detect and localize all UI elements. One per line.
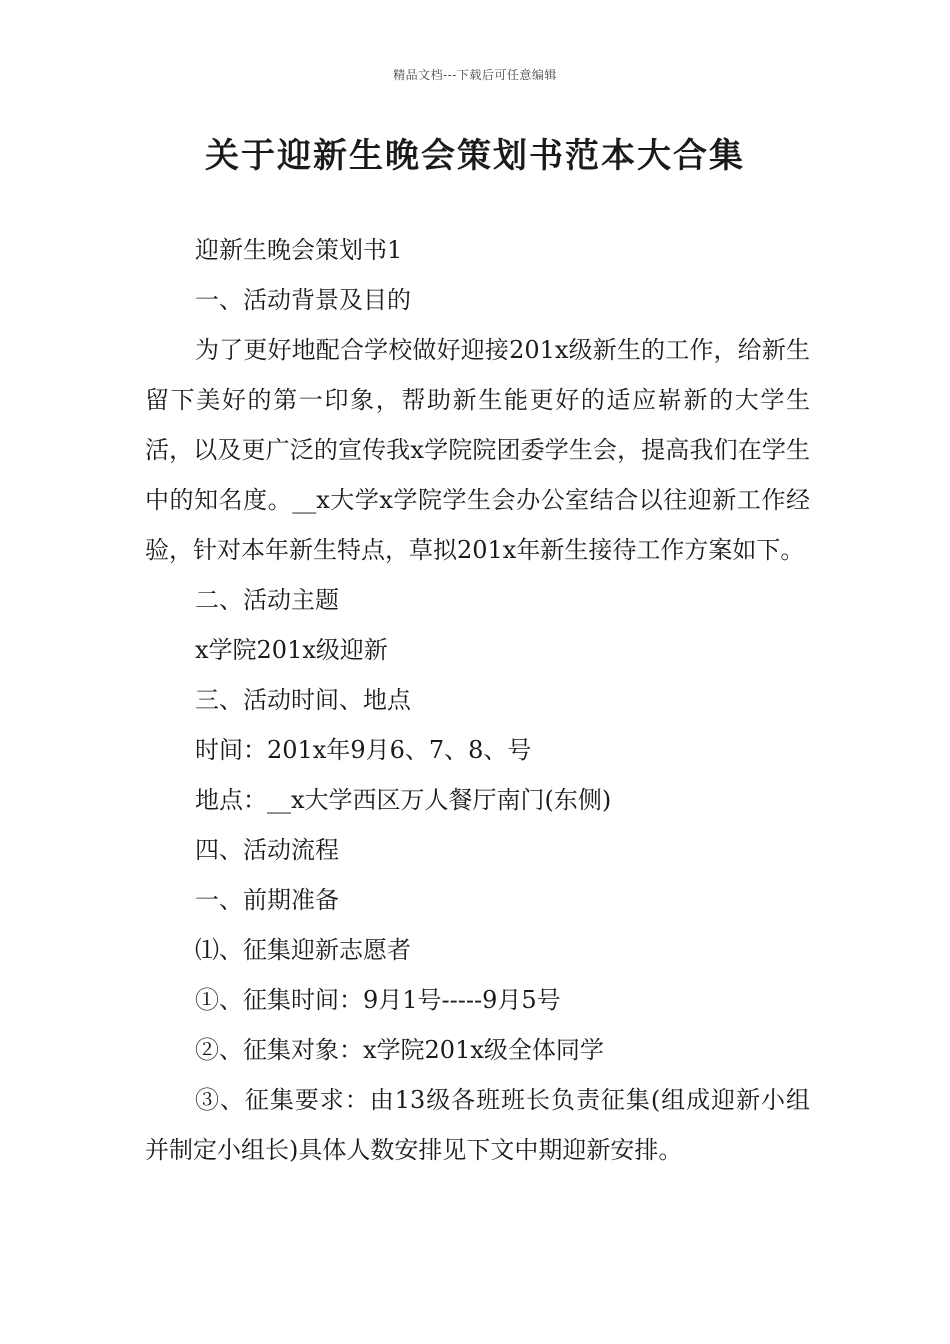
paragraph-heading-process: 四、活动流程 [195,836,339,864]
paragraph-theme-text: x学院201x级迎新 [195,636,388,664]
paragraph-time: 时间：201x年9月6、7、8、号 [195,736,532,764]
header-note: 精品文档---下载后可任意编辑 [393,68,557,82]
paragraph-place: 地点：__x大学西区万人餐厅南门(东侧) [195,786,612,814]
paragraph-recruit-requirements: ③、征集要求：由13级各班班长负责征集(组成迎新小组并制定小组长)具体人数安排见下文中期迎新安排。 [145,1086,810,1164]
paragraph-heading-background: 一、活动背景及目的 [195,286,411,314]
paragraph-heading-time-place: 三、活动时间、地点 [195,686,411,714]
document-title: 关于迎新生晚会策划书范本大合集 [205,136,745,176]
paragraph-recruit-target: ②、征集对象：x学院201x级全体同学 [195,1036,604,1064]
paragraph-section-heading: 迎新生晚会策划书1 [195,236,403,264]
document-body [145,225,810,1175]
paragraph-background-text: 为了更好地配合学校做好迎接201x级新生的工作，给新生留下美好的第一印象，帮助新生能更好的适应崭新的大学生活，以及更广泛的宣传我x学院院团委学生会，提高我们在学生中的知名度。__x大学x学院学生会办公室结合以往迎新工作经验，针对本年新生特点，草拟201x年新生接待工作方案如下。 [145,336,810,564]
paragraph-heading-theme: 二、活动主题 [195,586,339,614]
paragraph-recruit-volunteers: ⑴、征集迎新志愿者 [195,936,411,964]
paragraph-heading-preparation: 一、前期准备 [195,886,339,914]
paragraph-recruit-time: ①、征集时间：9月1号-----9月5号 [195,986,561,1014]
